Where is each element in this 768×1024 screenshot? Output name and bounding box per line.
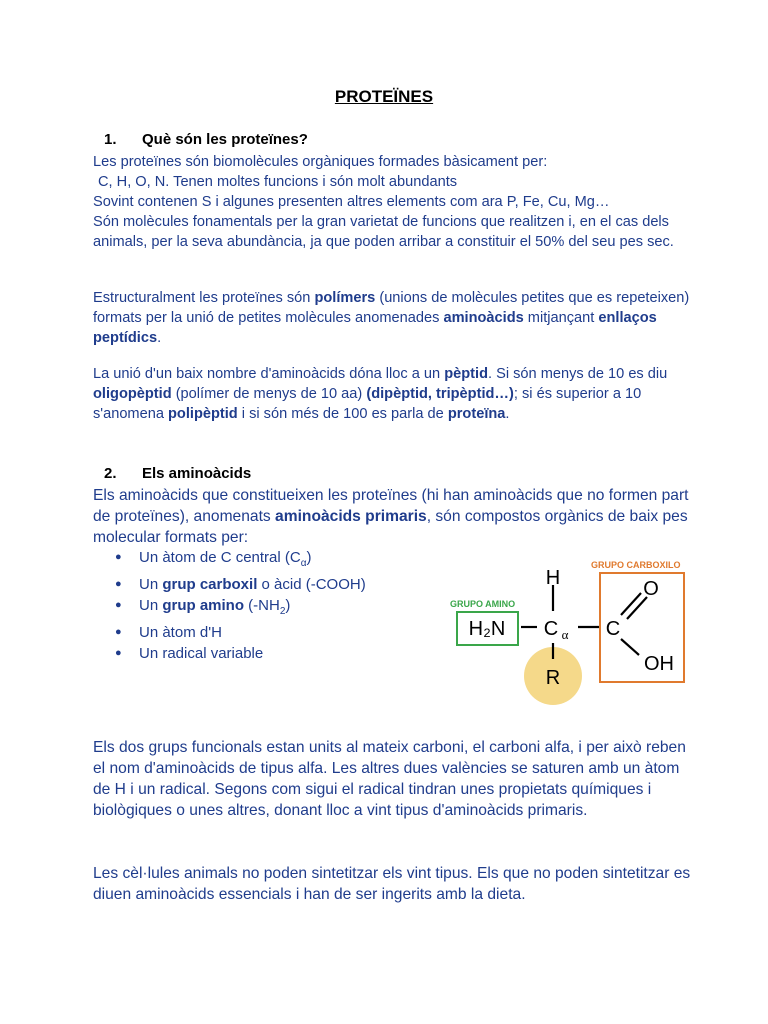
section-2-paragraph-3: Les cèl·lules animals no poden sintetitzar els vint tipus. Els que no poden sintetitzar es diuen aminoàcids essencials i han de ser ingerits amb la dieta. bbox=[93, 865, 691, 903]
text-run: . bbox=[505, 406, 510, 422]
text-run: . Si són menys de 10 es diu bbox=[487, 366, 668, 382]
bold-term-polimers: polímers bbox=[314, 290, 376, 306]
text-run: Un àtom de C central (C bbox=[139, 549, 301, 566]
section-1-line-4: Són molècules fonamentals per la gran varietat de funcions que realitzen i, en el cas dels animals, per la seva abundància, ja que poden arribar a constituir el 50% del seu pes sec. bbox=[93, 214, 674, 250]
double-bond-b bbox=[627, 597, 647, 619]
text-run: . bbox=[157, 330, 162, 346]
alpha-symbol: α bbox=[561, 627, 569, 642]
section-1-line-1: Les proteïnes són biomolècules orgàniques formades bàsicament per: bbox=[93, 154, 548, 170]
hydrogen-atom: H bbox=[545, 567, 561, 589]
text-run: Un bbox=[139, 576, 163, 593]
text-run: ) bbox=[306, 549, 312, 566]
subscript: 2 bbox=[279, 606, 286, 617]
list-item bbox=[112, 574, 366, 595]
text-run: Estructuralment les proteïnes són bbox=[93, 290, 315, 306]
section-2-intro bbox=[93, 485, 693, 548]
text-run: (polímer de menys de 10 aa) bbox=[171, 386, 367, 402]
section-1-line-3: Sovint contenen S i algunes presenten altres elements com ara P, Fe, Cu, Mg… bbox=[93, 194, 610, 210]
list-item: ● Un radical variable bbox=[112, 643, 366, 664]
bold-term-aminoacids-primaris: aminoàcids primaris bbox=[275, 508, 427, 525]
section-2-number: 2. bbox=[104, 465, 117, 482]
bold-term-peptid: pèptid bbox=[444, 366, 488, 382]
section-1-number: 1. bbox=[104, 131, 117, 148]
text-run: ) bbox=[285, 597, 291, 614]
section-1-paragraph-1 bbox=[93, 152, 693, 252]
section-2-heading-text: Els aminoàcids bbox=[142, 465, 252, 482]
bold-term-grup-carboxil: grup carboxil bbox=[162, 576, 258, 593]
section-1-heading-text: Què són les proteïnes? bbox=[142, 131, 308, 148]
list-item: ● Un àtom d'H bbox=[112, 622, 366, 643]
text-run: mitjançant bbox=[523, 310, 599, 326]
text-run: ; si és superior a 10 s'anomena bbox=[93, 386, 642, 422]
list-item bbox=[112, 547, 366, 574]
text-run: La unió d'un baix nombre d'aminoàcids dóna lloc a un bbox=[93, 366, 445, 382]
bold-term-oligopeptid: oligopèptid bbox=[93, 386, 172, 402]
text-run: (-NH bbox=[244, 597, 280, 614]
section-2-paragraph-2: Els dos grups funcionals estan units al mateix carboni, el carboni alfa, i per això reben el nom d'aminoàcids de tipus alfa. Les altres dues valències se saturen amb un àtom de H i un radical. Segons com sigui el radical tindran unes propietats químiques i biològiques o unes altres, donant lloc a vint tipus d'aminoàcids primaris. bbox=[93, 739, 686, 819]
text-run: o àcid (-COOH) bbox=[257, 576, 366, 593]
amino-acid-structure-diagram bbox=[440, 555, 700, 715]
alpha-carbon-atom: C bbox=[543, 618, 559, 640]
text-run: i si són més de 100 es parla de bbox=[237, 406, 448, 422]
text-run: Un bbox=[139, 597, 163, 614]
section-1-heading bbox=[104, 131, 308, 148]
list-item bbox=[112, 595, 366, 622]
section-1-line-2: C, H, O, N. Tenen moltes funcions i són molt abundants bbox=[98, 174, 458, 190]
double-bond-a bbox=[621, 593, 641, 615]
page-title: PROTEÏNES bbox=[334, 87, 434, 106]
text-run: (unions de molècules petites que es repeteixen) formats per la unió de petites molècules anomenades bbox=[93, 290, 690, 326]
carboxyl-carbon-atom: C bbox=[605, 618, 621, 640]
bold-term-dipeptid: (dipèptid, tripèptid…) bbox=[366, 386, 514, 402]
bold-term-enllacos-peptidics: enllaços peptídics bbox=[93, 310, 657, 346]
oxygen-atom: O bbox=[643, 578, 659, 600]
bold-term-polipeptid: polipèptid bbox=[168, 406, 238, 422]
bold-term-proteina: proteïna bbox=[447, 406, 506, 422]
components-list bbox=[112, 547, 366, 664]
section-1-paragraph-2 bbox=[93, 288, 693, 348]
section-2-heading bbox=[104, 465, 251, 482]
text-run: , són compostos orgànics de baix pes molecular formats per: bbox=[93, 508, 688, 546]
hydroxyl-group: OH bbox=[644, 653, 674, 675]
grupo-carboxilo-label: GRUPO CARBOXILO bbox=[591, 560, 681, 570]
bond-oh bbox=[621, 639, 639, 655]
bold-term-grup-amino: grup amino bbox=[162, 597, 245, 614]
subscript: α bbox=[300, 558, 307, 569]
radical-atom: R bbox=[545, 667, 561, 689]
bold-term-aminoacids: aminoàcids bbox=[443, 310, 524, 326]
section-1-paragraph-3 bbox=[93, 364, 693, 424]
text-run: Els aminoàcids que constitueixen les proteïnes (hi han aminoàcids que no formen part de proteïnes), anomenats bbox=[93, 487, 689, 525]
grupo-amino-label: GRUPO AMINO bbox=[450, 599, 516, 609]
amino-atom: H₂N bbox=[468, 618, 506, 640]
